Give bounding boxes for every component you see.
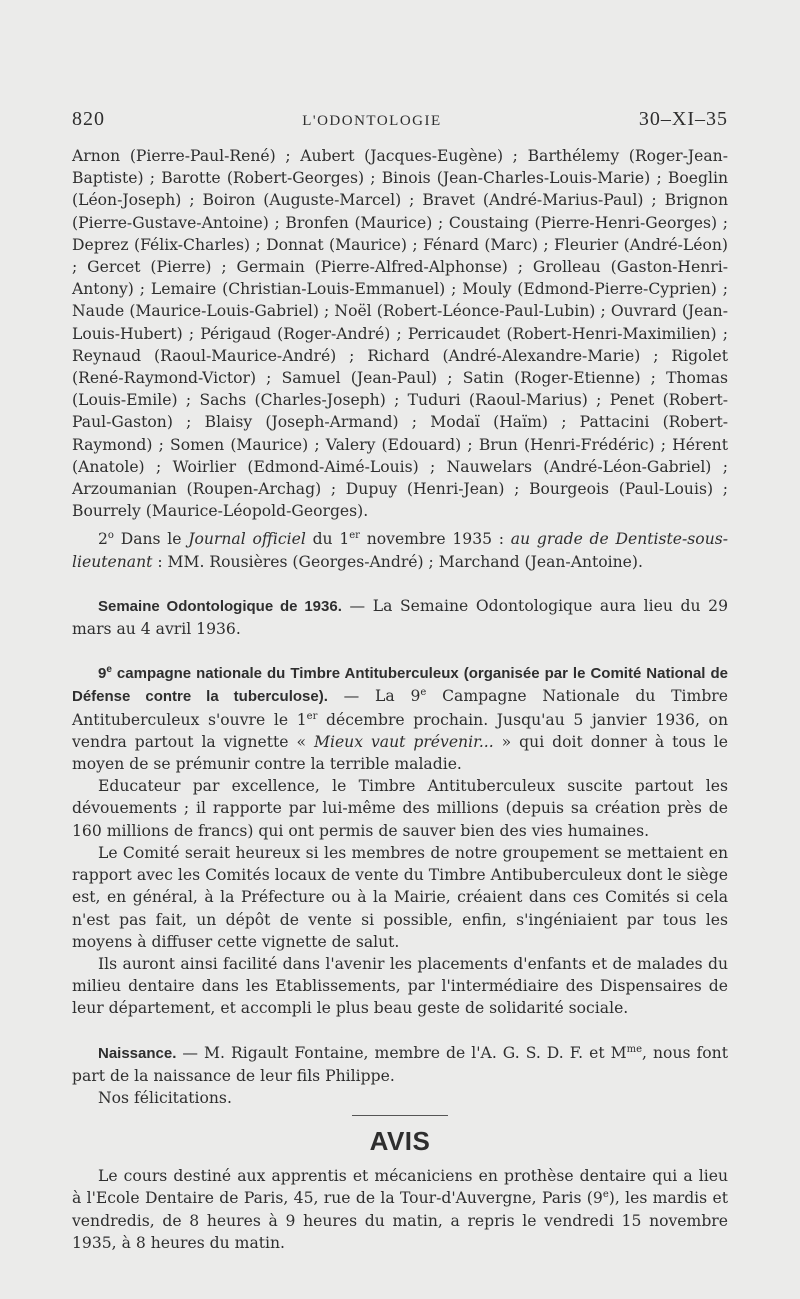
avis-paragraph: Le cours destiné aux apprentis et mécaniciens en prothèse dentaire qui a lieu à l'Ecole Dentaire de Paris, 45, rue de la Tour-d'Auvergne, Paris (9e), les mardis et vendredis, de 8 heures à 9 heures du matin, a repris le vendredi 15 novembre 1935, à 8 heures du matin. bbox=[72, 1167, 728, 1252]
campagne-paragraph-1: 9e campagne nationale du Timbre Antituberculeux (organisée par le Comité National de Défense contre la tuberculose). — La 9e Campagne Nationale du Timbre Antituberculeux s'ouvre le 1er décembre prochain. Jusqu'au 5 janvier 1936, on vendra partout la vignette « Mieux vaut prévenir... » qui doit donner à tous le moyen de se prémunir contre la terrible maladie. bbox=[72, 664, 728, 774]
semaine-paragraph: Semaine Odontologique de 1936. — La Semaine Odontologique aura lieu du 29 mars au 4 avril 1936. bbox=[72, 596, 728, 639]
journal-title: L'ODONTOLOGIE bbox=[302, 113, 442, 129]
campagne-heading: 9e campagne nationale du Timbre Antituberculeux (organisée par le Comité National de Défense contre la tuberculose). bbox=[72, 664, 728, 706]
semaine-heading: Semaine Odontologique de 1936. bbox=[98, 597, 342, 615]
names-list: Arnon (Pierre-Paul-René) ; Aubert (Jacques-Eugène) ; Barthélemy (Roger-Jean-Baptiste) ; Barotte (Robert-Georges) ; Binois (Jean-Charles-Louis-Marie) ; Boeglin (Léon-Joseph) ; Boiron (Auguste-Marcel) ; Bravet (André-Marius-Paul) ; Brignon (Pierre-Gustave-Antoine) ; Bronfen (Maurice) ; Coustaing (Pierre-Henri-Georges) ; Deprez (Félix-Charles) ; Donnat (Maurice) ; Fénard (Marc) ; Fleurier (André-Léon) ; Gercet (Pierre) ; Germain (Pierre-Alfred-Alphonse) ; Grolleau (Gaston-Henri-Antony) ; Lemaire (Christian-Louis-Emmanuel) ; Mouly (Edmond-Pierre-Cyprien) ; Naude (Maurice-Louis-Gabriel) ; Noël (Robert-Léonce-Paul-Lubin) ; Ouvrard (Jean-Louis-Hubert) ; Périgaud (Roger-André) ; Perricaudet (Robert-Henri-Maximilien) ; Reynaud (Raoul-Maurice-André) ; Richard (André-Alexandre-Marie) ; Rigolet (René-Raymond-Victor) ; Samuel (Jean-Paul) ; Satin (Roger-Etienne) ; Thomas (Louis-Emile) ; Sachs (Charles-Joseph) ; Tuduri (Raoul-Marius) ; Penet (Robert-Paul-Gaston) ; Blaisy (Joseph-Armand) ; Modaï (Haïm) ; Pattacini (Robert-Raymond) ; Somen (Maurice) ; Valery (Edouard) ; Brun (Henri-Frédéric) ; Hérent (Anatole) ; Woirlier (Edmond-Aimé-Louis) ; Nauwelars (André-Léon-Gabriel) ; Arzoumanian (Roupen-Archag) ; Dupuy (Henri-Jean) ; Bourgeois (Paul-Louis) ; Bourrely (Maurice-Léopold-Georges). bbox=[72, 147, 728, 521]
naissance-heading: Naissance. bbox=[98, 1044, 177, 1062]
naissance-paragraph: Naissance. — M. Rigault Fontaine, membre de l'A. G. S. D. F. et $M^{me}$, nous font part de la naissance de leur fils Philippe. bbox=[72, 1043, 728, 1085]
issue-date: 30–XI–35 bbox=[638, 108, 728, 130]
felicitations-line: Nos félicitations. bbox=[98, 1088, 232, 1107]
campagne-paragraph-2: Educateur par excellence, le Timbre Antituberculeux suscite partout les dévouements ; il rapporte par lui-même des millions (depuis sa création près de 160 millions de francs) qui ont permis de sauver bien des vies humaines. bbox=[72, 777, 728, 840]
page-number: 820 bbox=[72, 108, 105, 130]
journal-officiel-paragraph: 2$^o$ Dans le Journal officiel du 1er novembre 1935 : au grade de Dentiste-sous-lieutenant : MM. Rousières (Georges-André) ; Marchand (Jean-Antoine). bbox=[72, 530, 729, 571]
running-head bbox=[72, 108, 728, 131]
campagne-paragraph-3: Le Comité serait heureux si les membres de notre groupement se mettaient en rapport avec les Comités locaux de vente du Timbre Antibuberculeux dont le siège est, en général, à la Préfecture ou à la Mairie, créaient dans ces Comités si cela n'est pas fait, un dépôt de vente si possible, enfin, s'ingéniaient par tous les moyens à diffuser cette vignette de salut. bbox=[72, 843, 728, 951]
section-divider bbox=[352, 1115, 448, 1116]
avis-title: AVIS bbox=[369, 1126, 431, 1157]
campagne-paragraph-4: Ils auront ainsi facilité dans l'avenir les placements d'enfants et de malades du milieu dentaire dans les Etablissements, par l'intermédiaire des Dispensaires de leur département, et accompli le plus beau geste de solidarité sociale. bbox=[72, 954, 728, 1018]
